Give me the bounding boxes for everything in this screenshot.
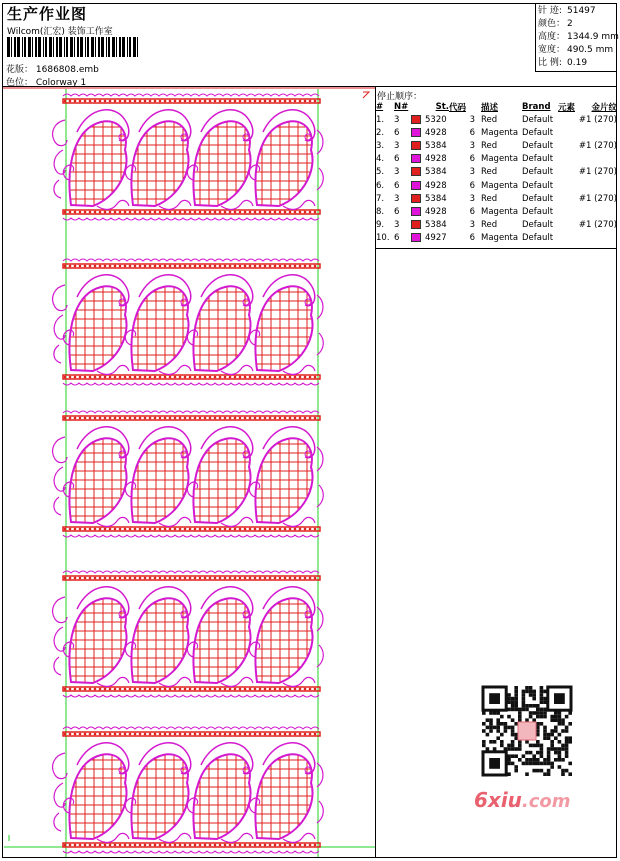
stop-cell-num: 6. xyxy=(376,180,385,191)
watermark-logo-text: 6xiu xyxy=(474,788,522,812)
qr-code xyxy=(474,683,581,781)
stop-row xyxy=(376,205,617,218)
stop-cell-code: 3 xyxy=(469,193,475,204)
design-file: 花版： 1686808.emb xyxy=(6,65,99,75)
stop-cell-desc: Red xyxy=(481,167,498,178)
stop-cell-code: 6 xyxy=(469,154,475,165)
stat-scale: 比 例: 0.19 xyxy=(538,58,588,68)
stats-bottom-border xyxy=(535,71,617,72)
stop-row xyxy=(376,192,617,205)
stop-cell-num: 8. xyxy=(376,206,385,217)
stop-cell-stitch: 5320 xyxy=(425,114,447,125)
company-name: Wilcom(汇宏) 装饰工作室 xyxy=(7,27,113,37)
stat-height: 高度： 1344.9 mm xyxy=(538,32,619,42)
stop-cell-stitch: 5384 xyxy=(425,140,447,151)
page-title: 生产作业图 xyxy=(7,5,88,23)
stop-row xyxy=(376,219,617,232)
color-swatch xyxy=(411,154,421,163)
stop-cell-code: 3 xyxy=(469,140,475,151)
color-swatch xyxy=(411,141,421,150)
stop-cell-needle: 3 xyxy=(394,167,400,178)
stop-cell-code: 6 xyxy=(469,127,475,138)
stop-cell-stitch: 4927 xyxy=(425,233,447,244)
color-swatch xyxy=(411,220,421,229)
stop-cell-sequin: #1 (270) xyxy=(578,220,617,231)
stop-cell-num: 2. xyxy=(376,127,385,138)
stop-cell-brand: Default xyxy=(522,193,554,204)
stop-cell-brand: Default xyxy=(522,206,554,217)
stop-cell-element xyxy=(558,192,577,205)
stop-cell-element xyxy=(558,205,577,218)
stop-cell-element xyxy=(558,153,577,166)
stop-cell-desc: Magenta xyxy=(481,127,519,138)
stop-cell-needle: 3 xyxy=(394,140,400,151)
stop-cell-needle: 6 xyxy=(394,206,400,217)
color-swatch xyxy=(411,194,421,203)
stop-sequence-table xyxy=(376,101,617,245)
stop-cell-brand: Default xyxy=(522,154,554,165)
stop-cell-needle: 3 xyxy=(394,114,400,125)
stop-row xyxy=(376,113,617,126)
stop-cell-needle: 3 xyxy=(394,193,400,204)
stop-cell-element xyxy=(558,126,577,139)
stop-cell-sequin: #1 (270) xyxy=(578,140,617,151)
watermark-logo-suffix: .com xyxy=(521,791,571,812)
stop-row xyxy=(376,179,617,192)
stop-cell-num: 3. xyxy=(376,140,385,151)
stop-cell-element xyxy=(558,113,577,126)
stop-cell-code: 6 xyxy=(469,206,475,217)
stat-width: 宽度： 490.5 mm xyxy=(538,45,614,55)
stop-cell-num: 9. xyxy=(376,220,385,231)
stop-cell-needle: 6 xyxy=(394,233,400,244)
stats-divider xyxy=(535,3,536,71)
stop-cell-brand: Default xyxy=(522,127,554,138)
stop-cell-desc: Red xyxy=(481,193,498,204)
stop-cell-num: 7. xyxy=(376,193,385,204)
stop-cell-desc: Magenta xyxy=(481,180,519,191)
stop-cell-element xyxy=(558,219,577,232)
stat-stitches: 针 迹: 51497 xyxy=(538,6,596,16)
stop-table-header: # N# St. 代码 描述 Brand 元素 金片纹 xyxy=(376,102,617,113)
stop-cell-brand: Default xyxy=(522,233,554,244)
stop-cell-desc: Magenta xyxy=(481,233,519,244)
stop-cell-element xyxy=(558,232,577,245)
color-swatch xyxy=(411,233,421,242)
stop-cell-sequin: #1 (270) xyxy=(578,167,617,178)
stop-cell-stitch: 5384 xyxy=(425,193,447,204)
stat-colors: 颜色： 2 xyxy=(538,19,573,29)
stop-cell-desc: Red xyxy=(481,220,498,231)
color-swatch xyxy=(411,128,421,137)
stop-cell-desc: Magenta xyxy=(481,206,519,217)
stop-cell-brand: Default xyxy=(522,167,554,178)
stop-table-bottom xyxy=(375,248,617,249)
stop-cell-num: 4. xyxy=(376,154,385,165)
stop-cell-sequin xyxy=(577,179,617,192)
stop-cell-needle: 3 xyxy=(394,220,400,231)
color-swatch xyxy=(411,207,421,216)
design-file-value: 1686808.emb xyxy=(35,65,99,75)
stop-sequence-title: 停止顺序： xyxy=(377,92,423,102)
embroidery-design-preview xyxy=(3,87,375,857)
stop-row xyxy=(376,139,617,152)
stop-cell-stitch: 4928 xyxy=(425,127,447,138)
stop-cell-num: 5. xyxy=(376,167,385,178)
stop-cell-element xyxy=(558,139,577,152)
stop-cell-desc: Magenta xyxy=(481,154,519,165)
barcode xyxy=(7,37,140,57)
stop-cell-desc: Red xyxy=(481,114,498,125)
stop-cell-brand: Default xyxy=(522,114,554,125)
stop-cell-sequin xyxy=(577,232,617,245)
stop-cell-stitch: 4928 xyxy=(425,180,447,191)
stop-cell-sequin: #1 (270) xyxy=(578,193,617,204)
stop-cell-brand: Default xyxy=(522,140,554,151)
stop-cell-num: 1. xyxy=(376,114,385,125)
color-swatch xyxy=(411,115,421,124)
stop-cell-code: 3 xyxy=(469,114,475,125)
stop-cell-needle: 6 xyxy=(394,154,400,165)
stop-cell-sequin: #1 (270) xyxy=(578,114,617,125)
stop-cell-code: 6 xyxy=(469,233,475,244)
stop-cell-sequin xyxy=(577,205,617,218)
stop-cell-stitch: 5384 xyxy=(425,167,447,178)
stop-cell-stitch: 4928 xyxy=(425,154,447,165)
stop-cell-stitch: 4928 xyxy=(425,206,447,217)
color-swatch xyxy=(411,167,421,176)
stop-cell-sequin xyxy=(577,126,617,139)
stop-cell-desc: Red xyxy=(481,140,498,151)
stop-cell-brand: Default xyxy=(522,180,554,191)
stop-row xyxy=(376,153,617,166)
stop-cell-needle: 6 xyxy=(394,127,400,138)
stop-cell-code: 6 xyxy=(469,180,475,191)
stop-row xyxy=(376,166,617,179)
stop-cell-element xyxy=(558,179,577,192)
watermark-logo xyxy=(474,788,571,812)
stop-row xyxy=(376,232,617,245)
stop-cell-element xyxy=(558,166,577,179)
stop-cell-brand: Default xyxy=(522,220,554,231)
color-swatch xyxy=(411,181,421,190)
stop-cell-stitch: 5384 xyxy=(425,220,447,231)
stop-cell-num: 10. xyxy=(376,233,390,244)
colorway: 色位： Colorway 1 xyxy=(6,78,87,88)
design-stats xyxy=(538,5,619,70)
stop-row xyxy=(376,126,617,139)
stop-cell-sequin xyxy=(577,153,617,166)
stop-cell-code: 3 xyxy=(469,167,475,178)
colorway-value: Colorway 1 xyxy=(35,78,87,88)
stop-cell-code: 3 xyxy=(469,220,475,231)
stop-cell-needle: 6 xyxy=(394,180,400,191)
